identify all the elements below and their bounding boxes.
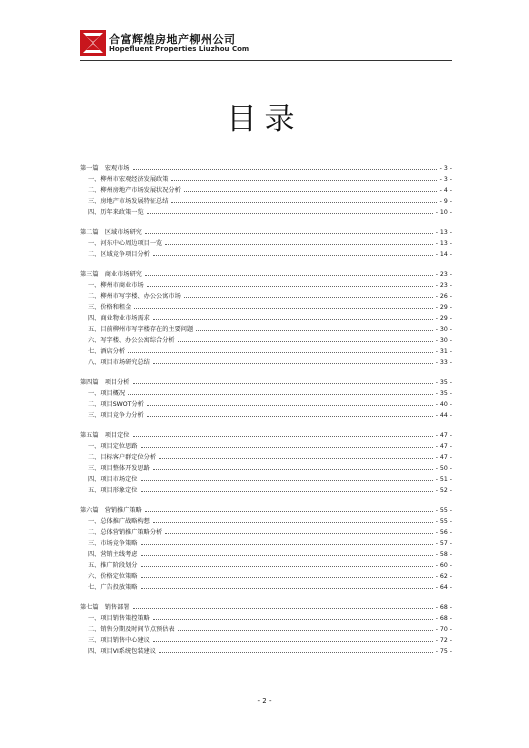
toc-section-entry[interactable] bbox=[80, 538, 452, 549]
dot-leader bbox=[141, 587, 433, 589]
toc-entry-page: - 62 - bbox=[435, 573, 452, 580]
dot-leader bbox=[145, 232, 433, 234]
toc-entry-page: - 31 - bbox=[435, 348, 452, 355]
dot-leader bbox=[171, 201, 436, 203]
toc-section-entry[interactable] bbox=[80, 646, 452, 657]
dot-leader bbox=[141, 565, 433, 567]
toc-entry-label: 四、营销主线考虑 bbox=[88, 551, 138, 558]
dot-leader bbox=[153, 521, 433, 523]
toc-entry-label: 四、历年来政策一览 bbox=[88, 209, 144, 216]
dot-leader bbox=[145, 274, 433, 276]
toc-entry-page: - 13 - bbox=[435, 229, 452, 236]
dot-leader bbox=[141, 490, 433, 492]
toc-section-entry[interactable] bbox=[80, 291, 452, 302]
toc-entry-page: - 47 - bbox=[435, 432, 452, 439]
toc-entry-page: - 35 - bbox=[435, 379, 452, 386]
toc-entry-label: 第三篇 商业市场研究 bbox=[80, 271, 142, 278]
toc-section-entry[interactable] bbox=[80, 313, 452, 324]
dot-leader bbox=[171, 179, 436, 181]
toc-entry-page: - 68 - bbox=[435, 604, 452, 611]
toc-section-entry[interactable] bbox=[80, 635, 452, 646]
dot-leader bbox=[147, 415, 433, 417]
toc-entry-label: 五、目前柳州市写字楼存在的主要问题 bbox=[88, 326, 194, 333]
toc-entry-label: 三、项目整体开发思路 bbox=[88, 465, 150, 472]
toc-section-entry[interactable] bbox=[80, 196, 452, 207]
toc-section-entry[interactable] bbox=[80, 238, 452, 249]
toc-entry-label: 第四篇 项目分析 bbox=[80, 379, 130, 386]
toc-entry-label: 七、广告投放策略 bbox=[88, 584, 138, 591]
toc-entry-label: 七、酒店分析 bbox=[88, 348, 126, 355]
dot-leader bbox=[147, 285, 433, 287]
dot-leader bbox=[153, 640, 433, 642]
toc-entry-label: 二、项目SWOT分析 bbox=[88, 401, 144, 408]
dot-leader bbox=[145, 510, 433, 512]
toc-entry-label: 第二篇 区域市场研究 bbox=[80, 229, 142, 236]
toc-entry-label: 四、商业物业市场需求 bbox=[88, 315, 150, 322]
toc-entry-label: 五、推广阶段划分 bbox=[88, 562, 138, 569]
toc-entry-page: - 52 - bbox=[435, 487, 452, 494]
toc-entry-label: 二、柳州市写字楼、办公公寓市场 bbox=[88, 293, 181, 300]
toc-entry-label: 二、销售分期及时间节点预估表 bbox=[88, 626, 175, 633]
toc-section-entry[interactable] bbox=[80, 516, 452, 527]
dot-leader bbox=[133, 168, 437, 170]
toc-section-entry[interactable] bbox=[80, 624, 452, 635]
toc-section-entry[interactable] bbox=[80, 410, 452, 421]
toc-section-entry[interactable] bbox=[80, 249, 452, 260]
toc-entry-label: 一、柳州市商业市场 bbox=[88, 282, 144, 289]
toc-entry-label: 三、房地产市场发展特征总结 bbox=[88, 198, 169, 205]
toc-entry-label: 六、价格定位策略 bbox=[88, 573, 138, 580]
toc-entry-label: 第一篇 宏观市场 bbox=[80, 165, 130, 172]
header-divider bbox=[80, 60, 452, 61]
toc-entry-page: - 30 - bbox=[435, 337, 452, 344]
toc-entry-page: - 33 - bbox=[435, 359, 452, 366]
toc-entry-label: 三、项目销售中心建议 bbox=[88, 637, 150, 644]
toc-entry-page: - 35 - bbox=[435, 390, 452, 397]
toc-section-entry[interactable] bbox=[80, 207, 452, 218]
toc-entry-label: 一、项目定位思路 bbox=[88, 443, 138, 450]
toc-entry-label: 六、写字楼、办公公寓综合分析 bbox=[88, 337, 175, 344]
toc-entry-page: - 55 - bbox=[435, 507, 452, 514]
page-number: - 2 - bbox=[257, 697, 272, 705]
dot-leader bbox=[128, 393, 433, 395]
dot-leader bbox=[159, 651, 433, 653]
toc-section-entry[interactable] bbox=[80, 613, 452, 624]
toc-part-entry[interactable] bbox=[80, 377, 452, 388]
toc-entry-label: 四、项目VI系统包装建议 bbox=[88, 648, 156, 655]
toc-part-entry[interactable] bbox=[80, 269, 452, 280]
page-title: 目录 bbox=[226, 102, 303, 137]
toc-part-entry[interactable] bbox=[80, 227, 452, 238]
toc-entry-page: - 55 - bbox=[435, 518, 452, 525]
toc-part-entry[interactable] bbox=[80, 505, 452, 516]
toc-entry-page: - 29 - bbox=[435, 315, 452, 322]
dot-leader bbox=[147, 404, 433, 406]
dot-leader bbox=[141, 576, 433, 578]
toc-section-entry[interactable] bbox=[80, 302, 452, 313]
toc-section-entry[interactable] bbox=[80, 357, 452, 368]
toc-entry-page: - 64 - bbox=[435, 584, 452, 591]
dot-leader bbox=[147, 212, 433, 214]
dot-leader bbox=[133, 607, 433, 609]
dot-leader bbox=[153, 468, 433, 470]
toc-section-entry[interactable] bbox=[80, 399, 452, 410]
toc-section-entry[interactable] bbox=[80, 441, 452, 452]
dot-leader bbox=[133, 435, 433, 437]
dot-leader bbox=[153, 362, 433, 364]
toc-section-entry[interactable] bbox=[80, 549, 452, 560]
toc-section-entry[interactable] bbox=[80, 174, 452, 185]
toc-section-entry[interactable] bbox=[80, 280, 452, 291]
toc-entry-label: 二、总体营销推广策略分析 bbox=[88, 529, 163, 536]
dot-leader bbox=[178, 629, 433, 631]
toc-entry-label: 第六篇 营销推广策略 bbox=[80, 507, 142, 514]
toc-entry-page: - 44 - bbox=[435, 412, 452, 419]
toc-part-entry[interactable] bbox=[80, 430, 452, 441]
toc-entry-page: - 47 - bbox=[435, 454, 452, 461]
toc-entry-page: - 26 - bbox=[435, 293, 452, 300]
toc-entry-page: - 40 - bbox=[435, 401, 452, 408]
toc-entry-label: 二、目标客户群定位分析 bbox=[88, 454, 157, 461]
toc-entry-page: - 23 - bbox=[435, 282, 452, 289]
toc-entry-label: 一、河东中心周边项目一览 bbox=[88, 240, 163, 247]
toc-entry-page: - 23 - bbox=[435, 271, 452, 278]
toc-entry-label: 八、项目市场研究总结 bbox=[88, 359, 150, 366]
toc-section-entry[interactable] bbox=[80, 582, 452, 593]
toc-entry-page: - 70 - bbox=[435, 626, 452, 633]
toc-part-entry[interactable] bbox=[80, 163, 452, 174]
toc-entry-label: 一、项目销售策控策略 bbox=[88, 615, 150, 622]
toc-section-entry[interactable] bbox=[80, 452, 452, 463]
toc-entry-page: - 68 - bbox=[435, 615, 452, 622]
toc-entry-page: - 29 - bbox=[435, 304, 452, 311]
toc-section-entry[interactable] bbox=[80, 485, 452, 496]
dot-leader bbox=[178, 340, 433, 342]
dot-leader bbox=[128, 351, 433, 353]
toc-entry-label: 四、项目市场定位 bbox=[88, 476, 138, 483]
toc-entry-label: 第五篇 项目定位 bbox=[80, 432, 130, 439]
toc-entry-page: - 47 - bbox=[435, 443, 452, 450]
toc-section-entry[interactable] bbox=[80, 335, 452, 346]
dot-leader bbox=[196, 329, 433, 331]
toc-section-entry[interactable] bbox=[80, 185, 452, 196]
toc-entry-label: 五、项目形象定位 bbox=[88, 487, 138, 494]
toc-part-entry[interactable] bbox=[80, 602, 452, 613]
toc-entry-label: 三、价格和租金 bbox=[88, 304, 132, 311]
toc-entry-label: 一、项目概况 bbox=[88, 390, 126, 397]
toc-entry-page: - 60 - bbox=[435, 562, 452, 569]
toc-entry-page: - 75 - bbox=[435, 648, 452, 655]
company-name-en: Hopefluent Properties Liuzhou Com bbox=[109, 45, 250, 53]
toc-entry-label: 二、柳州房地产市场发展状况分析 bbox=[88, 187, 181, 194]
toc-section-entry[interactable] bbox=[80, 324, 452, 335]
toc-entry-page: - 4 - bbox=[439, 187, 452, 194]
toc-entry-page: - 57 - bbox=[435, 540, 452, 547]
dot-leader bbox=[184, 190, 437, 192]
toc-entry-label: 三、市场竞争策略 bbox=[88, 540, 138, 547]
dot-leader bbox=[165, 532, 432, 534]
toc-entry-label: 一、总体推广战略构想 bbox=[88, 518, 150, 525]
toc-entry-label: 第七篇 销售部署 bbox=[80, 604, 130, 611]
toc-entry-page: - 10 - bbox=[435, 209, 452, 216]
table-of-contents bbox=[80, 163, 452, 657]
toc-section-entry[interactable] bbox=[80, 346, 452, 357]
toc-entry-label: 三、项目竞争力分析 bbox=[88, 412, 144, 419]
toc-entry-page: - 58 - bbox=[435, 551, 452, 558]
dot-leader bbox=[184, 296, 433, 298]
company-name-cn: 合富辉煌房地产柳州公司 bbox=[109, 33, 236, 46]
toc-section-entry[interactable] bbox=[80, 474, 452, 485]
toc-entry-page: - 14 - bbox=[435, 251, 452, 258]
dot-leader bbox=[153, 254, 433, 256]
toc-entry-page: - 72 - bbox=[435, 637, 452, 644]
dot-leader bbox=[141, 554, 433, 556]
dot-leader bbox=[141, 543, 433, 545]
dot-leader bbox=[165, 243, 432, 245]
dot-leader bbox=[159, 457, 433, 459]
dot-leader bbox=[141, 446, 433, 448]
toc-section-entry[interactable] bbox=[80, 571, 452, 582]
dot-leader bbox=[134, 307, 432, 309]
toc-entry-page: - 3 - bbox=[439, 165, 452, 172]
company-logo-icon bbox=[80, 30, 106, 56]
dot-leader bbox=[153, 318, 433, 320]
toc-entry-page: - 9 - bbox=[439, 198, 452, 205]
toc-entry-page: - 3 - bbox=[439, 176, 452, 183]
toc-entry-label: 一、柳州市宏观经济发展政策 bbox=[88, 176, 169, 183]
toc-entry-page: - 56 - bbox=[435, 529, 452, 536]
toc-section-entry[interactable] bbox=[80, 463, 452, 474]
dot-leader bbox=[133, 382, 433, 384]
dot-leader bbox=[141, 479, 433, 481]
toc-section-entry[interactable] bbox=[80, 388, 452, 399]
toc-entry-label: 二、区域竞争项目分析 bbox=[88, 251, 150, 258]
toc-section-entry[interactable] bbox=[80, 527, 452, 538]
toc-entry-page: - 30 - bbox=[435, 326, 452, 333]
toc-entry-page: - 13 - bbox=[435, 240, 452, 247]
toc-entry-page: - 50 - bbox=[435, 465, 452, 472]
dot-leader bbox=[153, 618, 433, 620]
toc-entry-page: - 51 - bbox=[435, 476, 452, 483]
letterhead bbox=[80, 28, 452, 62]
toc-section-entry[interactable] bbox=[80, 560, 452, 571]
